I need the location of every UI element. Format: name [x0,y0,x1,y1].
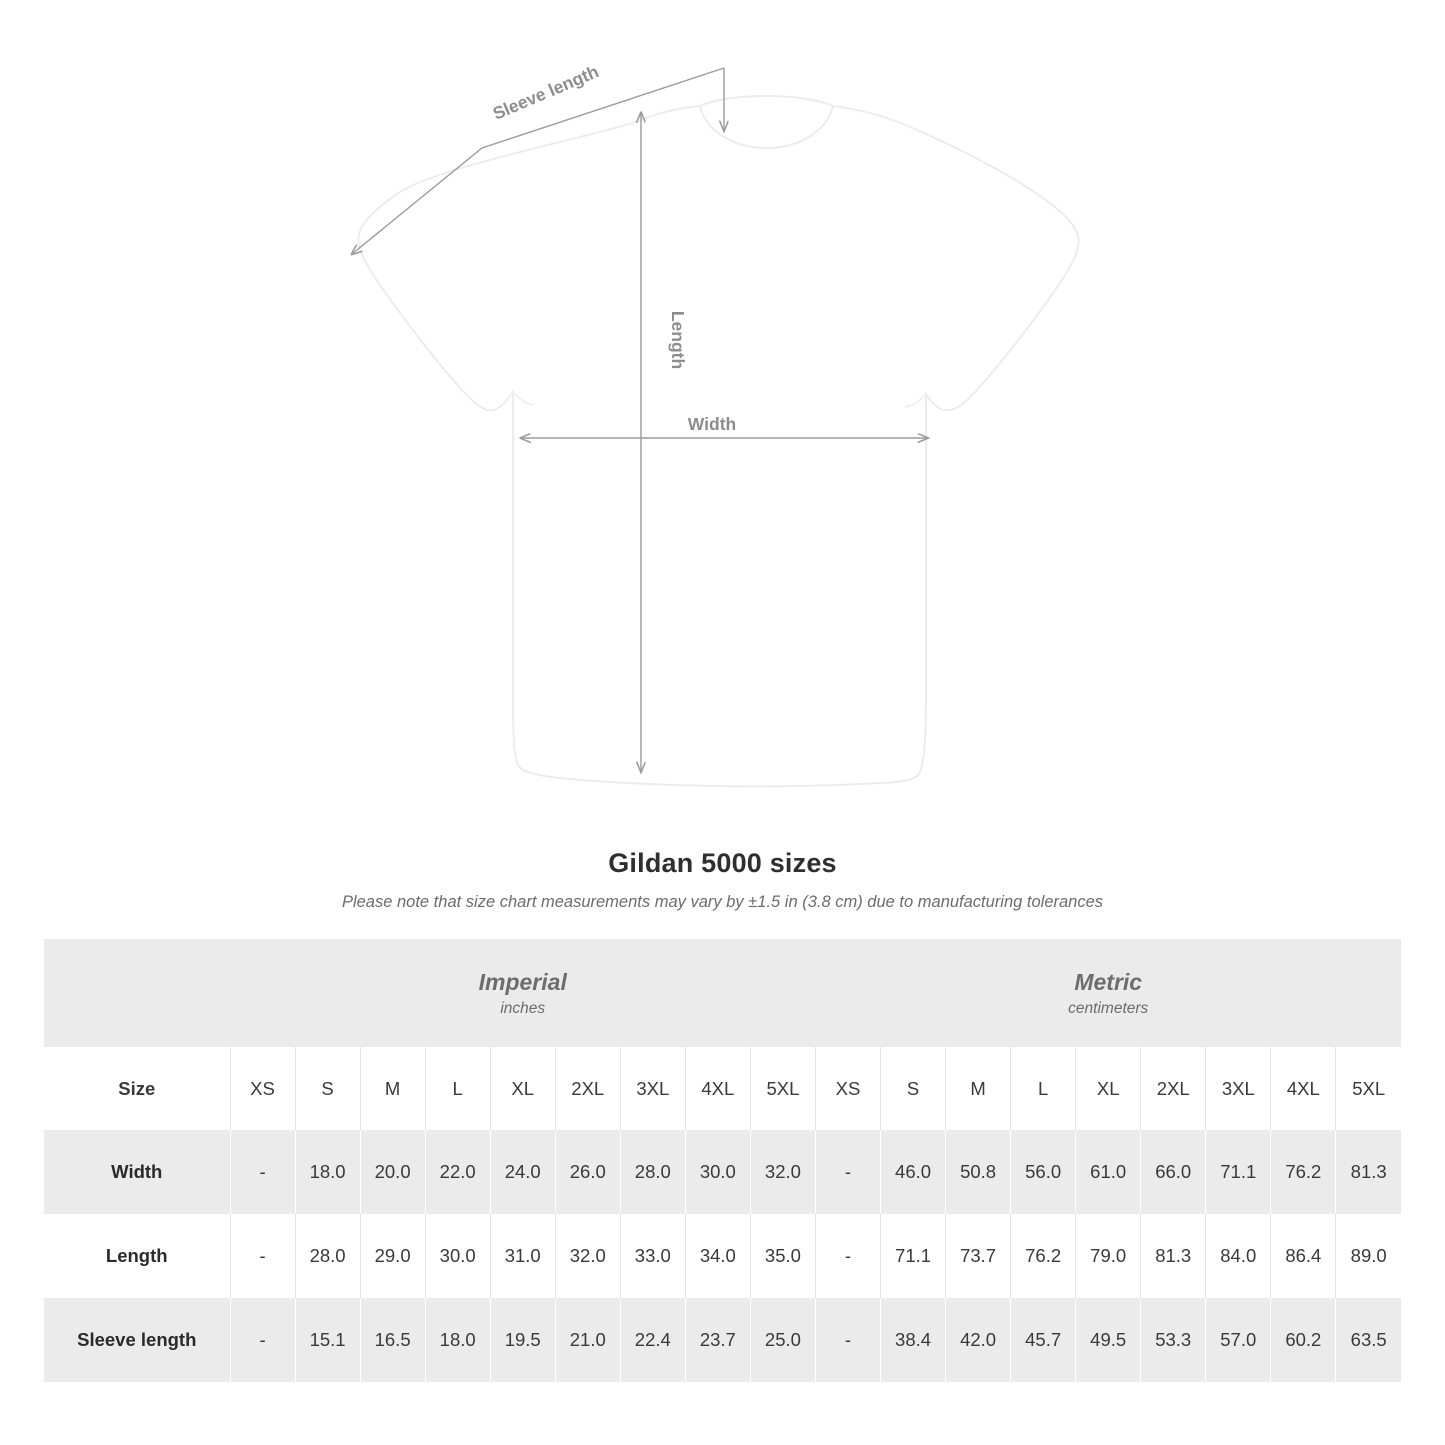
sleeve-met-m: 42.0 [946,1298,1011,1382]
size-col-imp-3xl: 3XL [620,1047,685,1130]
length-met-3xl: 84.0 [1206,1214,1271,1298]
length-imp-xl: 31.0 [490,1214,555,1298]
width-imp-3xl: 28.0 [620,1130,685,1214]
length-imp-3xl: 33.0 [620,1214,685,1298]
width-label: Width [687,414,737,434]
size-col-imp-s: S [295,1047,360,1130]
sleeve-met-4xl: 60.2 [1271,1298,1336,1382]
length-met-xl: 79.0 [1076,1214,1141,1298]
imperial-unit: inches [500,1000,546,1018]
width-imp-s: 18.0 [295,1130,360,1214]
size-col-met-l: L [1011,1047,1076,1130]
size-header-label: Size [44,1047,230,1130]
length-imp-m: 29.0 [360,1214,425,1298]
sleeve-imp-4xl: 23.7 [685,1298,750,1382]
length-met-5xl: 89.0 [1336,1214,1401,1298]
length-imp-s: 28.0 [295,1214,360,1298]
size-col-met-xl: XL [1076,1047,1141,1130]
width-imp-m: 20.0 [360,1130,425,1214]
corner-cell [44,939,230,1047]
size-header-row [44,1047,1401,1130]
width-imp-4xl: 30.0 [685,1130,750,1214]
size-col-met-s: S [881,1047,946,1130]
sleeve-length-label: Sleeve length [489,61,602,124]
sleeve-imp-5xl: 25.0 [750,1298,815,1382]
page-title: Gildan 5000 sizes [608,848,837,878]
width-imp-l: 22.0 [425,1130,490,1214]
row-label-sleeve-length: Sleeve length [44,1298,230,1382]
size-col-imp-xs: XS [230,1047,295,1130]
size-col-met-4xl: 4XL [1271,1047,1336,1130]
width-imp-2xl: 26.0 [555,1130,620,1214]
size-col-imp-l: L [425,1047,490,1130]
size-col-met-2xl: 2XL [1141,1047,1206,1130]
sleeve-met-l: 45.7 [1011,1298,1076,1382]
metric-group-header [815,939,1401,1047]
sleeve-imp-xs: - [230,1298,295,1382]
width-imp-xs: - [230,1130,295,1214]
size-col-met-m: M [946,1047,1011,1130]
width-met-xl: 61.0 [1076,1130,1141,1214]
table-row-length [44,1214,1401,1298]
sleeve-imp-m: 16.5 [360,1298,425,1382]
length-met-l: 76.2 [1011,1214,1076,1298]
sleeve-met-s: 38.4 [881,1298,946,1382]
width-met-3xl: 71.1 [1206,1130,1271,1214]
imperial-group-header [230,939,815,1047]
size-col-imp-2xl: 2XL [555,1047,620,1130]
length-met-m: 73.7 [946,1214,1011,1298]
row-label-length: Length [44,1214,230,1298]
tshirt-graphic [358,96,1078,786]
size-col-met-xs: XS [815,1047,880,1130]
size-col-met-5xl: 5XL [1336,1047,1401,1130]
tolerance-note: Please note that size chart measurements may vary by ±1.5 in (3.8 cm) due to manufacturing tolerances [341,893,1104,911]
length-imp-xs: - [230,1214,295,1298]
sleeve-imp-l: 18.0 [425,1298,490,1382]
width-met-4xl: 76.2 [1271,1130,1336,1214]
size-col-imp-m: M [360,1047,425,1130]
metric-unit: centimeters [1068,1000,1149,1018]
width-imp-5xl: 32.0 [750,1130,815,1214]
length-met-s: 71.1 [881,1214,946,1298]
length-met-4xl: 86.4 [1271,1214,1336,1298]
sleeve-imp-xl: 19.5 [490,1298,555,1382]
width-met-m: 50.8 [946,1130,1011,1214]
title-block [0,848,1445,912]
width-imp-xl: 24.0 [490,1130,555,1214]
table-row-width [44,1130,1401,1214]
length-imp-l: 30.0 [425,1214,490,1298]
length-label: Length [668,310,688,370]
sleeve-met-xs: - [815,1298,880,1382]
width-met-l: 56.0 [1011,1130,1076,1214]
sleeve-imp-2xl: 21.0 [555,1298,620,1382]
size-col-imp-5xl: 5XL [750,1047,815,1130]
size-chart-table-wrap [44,939,1401,1382]
size-chart-table [44,939,1401,1382]
imperial-label: Imperial [478,968,567,995]
width-met-s: 46.0 [881,1130,946,1214]
sleeve-met-xl: 49.5 [1076,1298,1141,1382]
length-imp-5xl: 35.0 [750,1214,815,1298]
sleeve-imp-s: 15.1 [295,1298,360,1382]
width-met-5xl: 81.3 [1336,1130,1401,1214]
length-imp-4xl: 34.0 [685,1214,750,1298]
size-col-imp-4xl: 4XL [685,1047,750,1130]
length-met-2xl: 81.3 [1141,1214,1206,1298]
length-imp-2xl: 32.0 [555,1214,620,1298]
size-col-met-3xl: 3XL [1206,1047,1271,1130]
sleeve-met-5xl: 63.5 [1336,1298,1401,1382]
row-label-width: Width [44,1130,230,1214]
width-met-xs: - [815,1130,880,1214]
sleeve-met-2xl: 53.3 [1141,1298,1206,1382]
sleeve-met-3xl: 57.0 [1206,1298,1271,1382]
size-col-imp-xl: XL [490,1047,555,1130]
metric-label: Metric [1074,968,1143,995]
table-row-sleeve-length [44,1298,1401,1382]
length-met-xs: - [815,1214,880,1298]
width-met-2xl: 66.0 [1141,1130,1206,1214]
unit-system-header-row [44,939,1401,1047]
sleeve-imp-3xl: 22.4 [620,1298,685,1382]
